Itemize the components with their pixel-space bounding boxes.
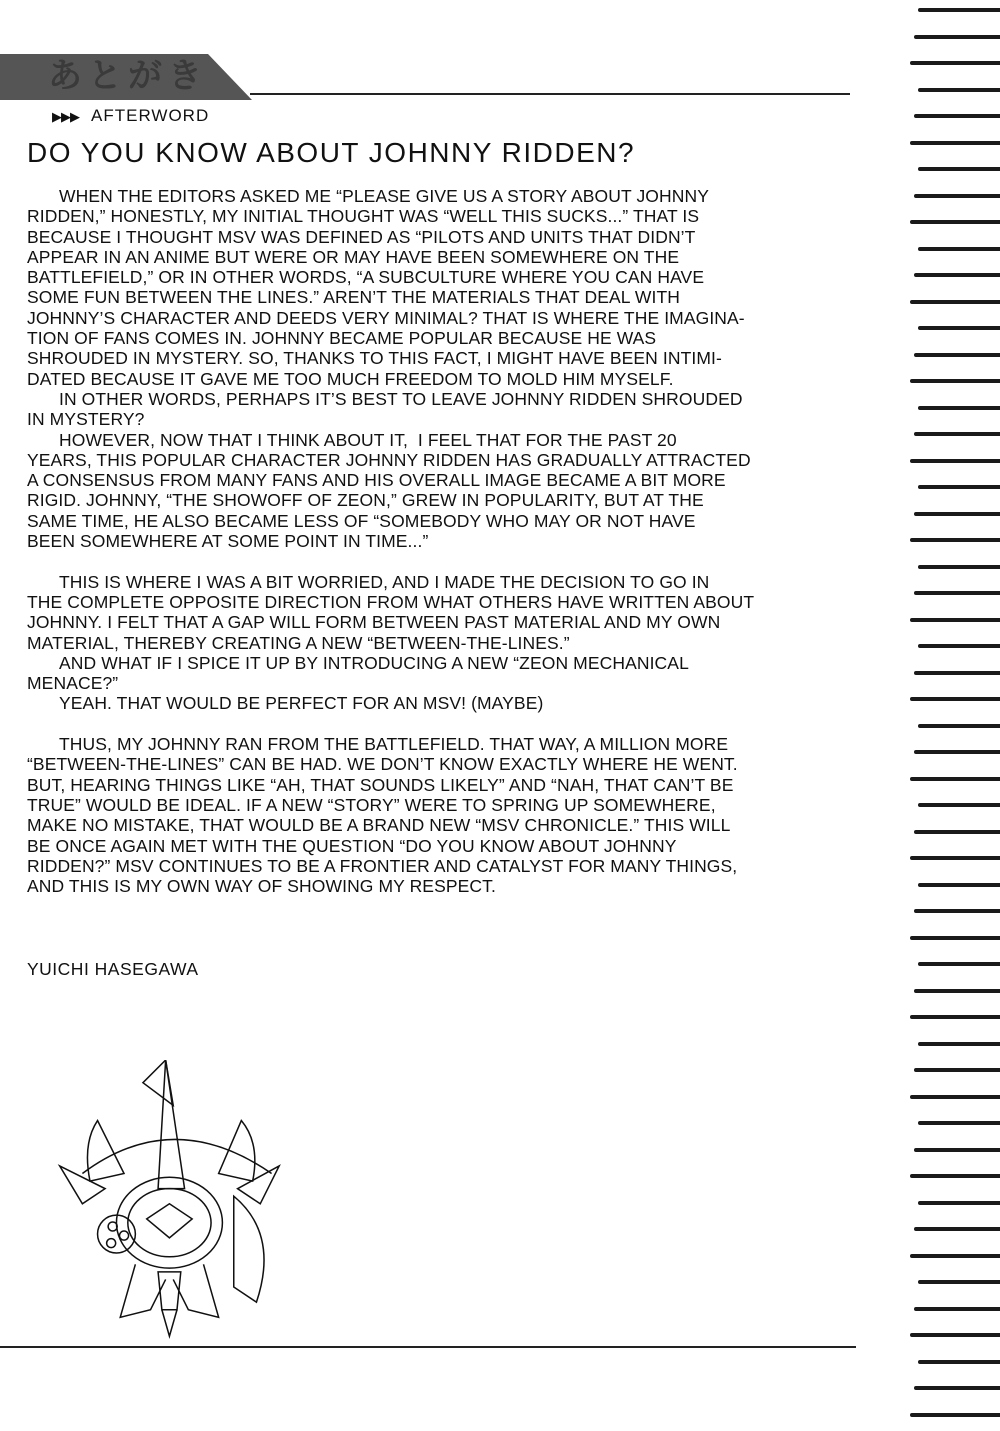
edge-stripe bbox=[910, 220, 1000, 224]
edge-stripe bbox=[918, 1121, 1000, 1125]
text-line: DATED BECAUSE IT GAVE ME TOO MUCH FREEDOM TO MOLD HIM MYSELF. bbox=[27, 368, 674, 389]
edge-stripe bbox=[910, 300, 1000, 304]
text-line: BATTLEFIELD,” OR IN OTHER WORDS, “A SUBCULTURE WHERE YOU CAN HAVE bbox=[27, 267, 705, 288]
edge-stripe bbox=[918, 644, 1000, 648]
section-tab-label: あとがき bbox=[48, 56, 208, 96]
edge-stripe bbox=[914, 830, 1000, 834]
text-line: THUS, MY JOHNNY RAN FROM THE BATTLEFIELD. THAT WAY, A MILLION MORE bbox=[59, 734, 729, 755]
edge-stripe bbox=[910, 1413, 1000, 1417]
edge-stripe bbox=[914, 1386, 1000, 1390]
paragraph bbox=[27, 734, 847, 896]
edge-stripe bbox=[918, 167, 1000, 171]
text-line: IN OTHER WORDS, PERHAPS IT’S BEST TO LEAVE JOHNNY RIDDEN SHROUDED bbox=[59, 388, 743, 409]
edge-stripe bbox=[914, 194, 1000, 198]
text-line: AND WHAT IF I SPICE IT UP BY INTRODUCING A NEW “ZEON MECHANICAL bbox=[59, 652, 689, 673]
robot-illustration bbox=[12, 1060, 342, 1340]
edge-stripe bbox=[910, 1174, 1000, 1178]
edge-stripe bbox=[918, 326, 1000, 330]
edge-stripe bbox=[918, 724, 1000, 728]
edge-stripe bbox=[918, 803, 1000, 807]
edge-stripe bbox=[914, 1227, 1000, 1231]
edge-stripe bbox=[910, 61, 1000, 65]
edge-stripe bbox=[918, 88, 1000, 92]
edge-stripe bbox=[918, 565, 1000, 569]
edge-stripe bbox=[918, 1201, 1000, 1205]
text-line: WHEN THE EDITORS ASKED ME “PLEASE GIVE US A STORY ABOUT JOHNNY bbox=[59, 186, 709, 206]
edge-stripe bbox=[910, 697, 1000, 701]
edge-stripe bbox=[910, 936, 1000, 940]
text-line: TION OF FANS COMES IN. JOHNNY BECAME POPULAR BECAUSE HE WAS bbox=[27, 328, 657, 349]
text-line: MAKE NO MISTAKE, THAT WOULD BE A BRAND NEW “MSV CHRONICLE.” THIS WILL bbox=[27, 815, 731, 836]
text-line: THE COMPLETE OPPOSITE DIRECTION FROM WHAT OTHERS HAVE WRITTEN ABOUT bbox=[27, 591, 755, 612]
text-line: RIDDEN?” MSV CONTINUES TO BE A FRONTIER AND CATALYST FOR MANY THINGS, bbox=[27, 855, 738, 876]
text-line: IN MYSTERY? bbox=[27, 409, 145, 430]
text-line: AND THIS IS MY OWN WAY OF SHOWING MY RESPECT. bbox=[27, 876, 496, 897]
text-line: JOHNNY. I FELT THAT A GAP WILL FORM BETWEEN PAST MATERIAL AND MY OWN bbox=[27, 612, 721, 633]
text-line: SOME FUN BETWEEN THE LINES.” AREN’T THE MATERIALS THAT DEAL WITH bbox=[27, 287, 681, 308]
edge-stripe bbox=[910, 618, 1000, 622]
edge-stripe bbox=[914, 353, 1000, 357]
kicker bbox=[52, 106, 209, 127]
kicker-label: AFTERWORD bbox=[91, 106, 210, 125]
text-line: BEEN SOMEWHERE AT SOME POINT IN TIME...” bbox=[27, 531, 429, 552]
paragraph bbox=[27, 693, 847, 713]
author-signature: YUICHI HASEGAWA bbox=[27, 959, 199, 979]
edge-stripe bbox=[910, 1095, 1000, 1099]
edge-stripe bbox=[914, 114, 1000, 118]
text-line: SHROUDED IN MYSTERY. SO, THANKS TO THIS FACT, I MIGHT HAVE BEEN INTIMI- bbox=[27, 348, 722, 369]
edge-stripe bbox=[910, 856, 1000, 860]
text-line: SAME TIME, HE ALSO BECAME LESS OF “SOMEBODY WHO MAY OR NOT HAVE bbox=[27, 510, 696, 531]
edge-stripe bbox=[914, 35, 1000, 39]
edge-stripe bbox=[918, 1280, 1000, 1284]
edge-stripe bbox=[918, 883, 1000, 887]
afterword-body bbox=[27, 186, 847, 896]
edge-stripe bbox=[914, 989, 1000, 993]
edge-stripe bbox=[914, 432, 1000, 436]
edge-stripe bbox=[918, 962, 1000, 966]
text-line: “BETWEEN-THE-LINES” CAN BE HAD. WE DON’T KNOW EXACTLY WHERE HE WENT. bbox=[27, 754, 738, 775]
page-edge-stripes bbox=[900, 0, 1000, 1431]
paragraph-gap bbox=[27, 551, 847, 571]
text-line: RIGID. JOHNNY, “THE SHOWOFF OF ZEON,” GREW IN POPULARITY, BUT AT THE bbox=[27, 490, 704, 511]
footer-rule bbox=[0, 1346, 856, 1348]
text-line: A CONSENSUS FROM MANY FANS AND HIS OVERALL IMAGE BECAME A BIT MORE bbox=[27, 470, 726, 491]
edge-stripe bbox=[910, 1015, 1000, 1019]
text-line: YEAH. THAT WOULD BE PERFECT FOR AN MSV! (MAYBE) bbox=[59, 693, 544, 714]
text-line: BUT, HEARING THINGS LIKE “AH, THAT SOUNDS LIKELY” AND “NAH, THAT CAN’T BE bbox=[27, 774, 734, 795]
edge-stripe bbox=[918, 1042, 1000, 1046]
edge-stripe bbox=[918, 8, 1000, 12]
edge-stripe bbox=[910, 1333, 1000, 1337]
paragraph bbox=[27, 186, 847, 389]
text-line: RIDDEN,” HONESTLY, MY INITIAL THOUGHT WAS “WELL THIS SUCKS...” THAT IS bbox=[27, 206, 700, 227]
edge-stripe bbox=[918, 406, 1000, 410]
edge-stripe bbox=[910, 777, 1000, 781]
text-line: BE ONCE AGAIN MET WITH THE QUESTION “DO YOU KNOW ABOUT JOHNNY bbox=[27, 835, 677, 856]
edge-stripe bbox=[910, 1254, 1000, 1258]
edge-stripe bbox=[914, 1148, 1000, 1152]
text-line: BECAUSE I THOUGHT MSV WAS DEFINED AS “PILOTS AND UNITS THAT DIDN’T bbox=[27, 226, 696, 247]
triple-arrow-icon: ▶▶▶ bbox=[52, 109, 79, 124]
edge-stripe bbox=[918, 1360, 1000, 1364]
text-line: APPEAR IN AN ANIME BUT WERE OR MAY HAVE BEEN SOMEWHERE ON THE bbox=[27, 246, 680, 267]
header-rule bbox=[250, 93, 850, 95]
edge-stripe bbox=[914, 1307, 1000, 1311]
edge-stripe bbox=[914, 909, 1000, 913]
edge-stripe bbox=[910, 141, 1000, 145]
text-line: MATERIAL, THEREBY CREATING A NEW “BETWEEN-THE-LINES.” bbox=[27, 632, 570, 653]
paragraph bbox=[27, 653, 847, 694]
text-line: HOWEVER, NOW THAT I THINK ABOUT IT, I FEEL THAT FOR THE PAST 20 bbox=[59, 429, 677, 450]
paragraph bbox=[27, 572, 847, 653]
paragraph bbox=[27, 389, 847, 430]
edge-stripe bbox=[914, 671, 1000, 675]
text-line: TRUE” WOULD BE IDEAL. IF A NEW “STORY” WERE TO SPRING UP SOMEWHERE, bbox=[27, 794, 716, 815]
text-line: YEARS, THIS POPULAR CHARACTER JOHNNY RIDDEN HAS GRADUALLY ATTRACTED bbox=[27, 449, 751, 470]
edge-stripe bbox=[914, 1068, 1000, 1072]
edge-stripe bbox=[910, 459, 1000, 463]
edge-stripe bbox=[918, 247, 1000, 251]
page-title: DO YOU KNOW ABOUT JOHNNY RIDDEN? bbox=[27, 137, 636, 168]
edge-stripe bbox=[910, 379, 1000, 383]
paragraph-gap bbox=[27, 714, 847, 734]
paragraph bbox=[27, 430, 847, 552]
edge-stripe bbox=[910, 538, 1000, 542]
text-line: JOHNNY’S CHARACTER AND DEEDS VERY MINIMAL? THAT IS WHERE THE IMAGINA- bbox=[27, 307, 745, 328]
edge-stripe bbox=[914, 512, 1000, 516]
edge-stripe bbox=[914, 750, 1000, 754]
edge-stripe bbox=[914, 591, 1000, 595]
text-line: MENACE?” bbox=[27, 673, 119, 694]
edge-stripe bbox=[914, 273, 1000, 277]
edge-stripe bbox=[918, 485, 1000, 489]
text-line: THIS IS WHERE I WAS A BIT WORRIED, AND I MADE THE DECISION TO GO IN bbox=[59, 571, 710, 592]
